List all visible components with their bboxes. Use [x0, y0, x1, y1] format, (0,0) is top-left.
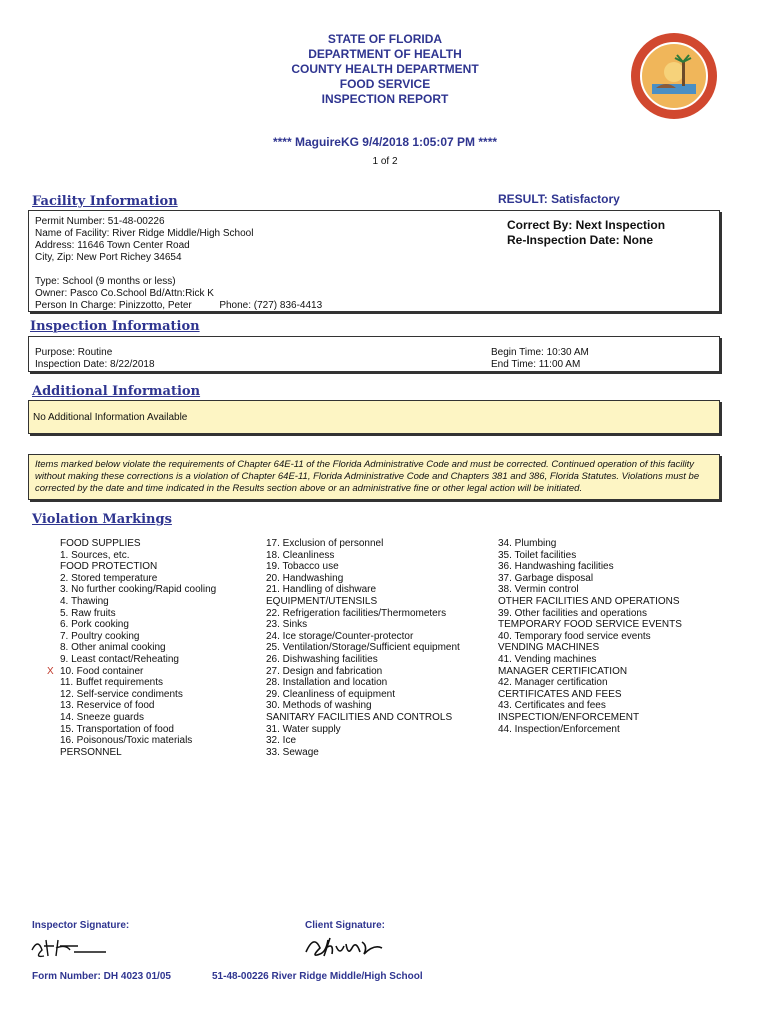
inspection-right [491, 347, 589, 371]
facility-type: Type: School (9 months or less) [35, 276, 176, 287]
violation-item [498, 689, 682, 701]
violation-item [266, 677, 460, 689]
violation-label: OTHER FACILITIES AND OPERATIONS [498, 595, 680, 607]
violations-column-2 [266, 538, 460, 758]
violation-item [60, 608, 216, 620]
violation-label: 41. Vending machines [498, 653, 597, 665]
violation-item [266, 666, 460, 678]
violation-label: 16. Poisonous/Toxic materials [60, 735, 193, 747]
inspection-box [28, 336, 720, 372]
violation-label: 32. Ice [266, 735, 297, 747]
violation-item [498, 584, 682, 596]
violation-item [60, 700, 216, 712]
violation-label: 12. Self-service condiments [60, 688, 183, 700]
violation-label: 24. Ice storage/Counter-protector [266, 630, 414, 642]
inspector-signature-label: Inspector Signature: [32, 920, 130, 931]
violation-item [60, 596, 216, 608]
violation-item [498, 608, 682, 620]
violation-item [60, 712, 216, 724]
violation-label: 13. Reservice of food [60, 700, 155, 712]
facility-details [35, 216, 322, 312]
violation-mark: X [47, 665, 54, 677]
violation-item [266, 619, 460, 631]
violation-item [266, 712, 460, 724]
inspector-signature [30, 936, 110, 965]
footer-facility-ref: 51-48-00226 River Ridge Middle/High School [212, 971, 423, 982]
violation-item [498, 724, 682, 736]
violation-item [60, 724, 216, 736]
facility-name: Name of Facility: River Ridge Middle/High School [35, 228, 254, 239]
violation-item [60, 550, 216, 562]
violation-label: TEMPORARY FOOD SERVICE EVENTS [498, 619, 682, 631]
violation-item [266, 596, 460, 608]
violation-label: 42. Manager certification [498, 677, 608, 689]
violation-item [266, 631, 460, 643]
violation-label: 2. Stored temperature [60, 572, 158, 584]
violation-label: 30. Methods of washing [266, 700, 372, 712]
violation-item [60, 631, 216, 643]
violation-label: FOOD SUPPLIES [60, 538, 141, 549]
violation-item [498, 561, 682, 573]
additional-box [28, 400, 720, 434]
additional-section-title: Additional Information [32, 384, 201, 399]
violation-label: 35. Toilet facilities [498, 549, 577, 561]
violation-item [266, 700, 460, 712]
violation-item [498, 631, 682, 643]
violation-label: 29. Cleanliness of equipment [266, 688, 395, 700]
violation-label: 19. Tobacco use [266, 561, 339, 573]
header-line: INSPECTION REPORT [321, 92, 449, 106]
violation-item [60, 747, 216, 759]
violation-label: 25. Ventilation/Storage/Sufficient equipment [266, 642, 460, 654]
inspection-section-title: Inspection Information [30, 319, 200, 334]
violation-label: 5. Raw fruits [60, 607, 116, 619]
violation-label: 20. Handwashing [266, 572, 344, 584]
violation-item [498, 573, 682, 585]
facility-city: City, Zip: New Port Richey 34654 [35, 252, 182, 263]
violation-item [60, 654, 216, 666]
violation-item [60, 561, 216, 573]
header-line: FOOD SERVICE [339, 77, 431, 91]
violation-label: 44. Inspection/Enforcement [498, 723, 620, 735]
violation-label: 22. Refrigeration facilities/Thermometers [266, 607, 447, 619]
violation-label: 34. Plumbing [498, 538, 557, 549]
violation-item [60, 584, 216, 596]
violation-item [60, 677, 216, 689]
violation-label: SANITARY FACILITIES AND CONTROLS [266, 711, 453, 723]
violation-label: 33. Sewage [266, 746, 319, 758]
violation-item [498, 654, 682, 666]
header-line: STATE OF FLORIDA [327, 32, 443, 46]
phone-number: Phone: (727) 836-4413 [219, 300, 323, 311]
violation-label: 39. Other facilities and operations [498, 607, 647, 619]
violation-label: 40. Temporary food service events [498, 630, 651, 642]
violation-label: 36. Handwashing facilities [498, 561, 614, 573]
inspection-purpose: Purpose: Routine [35, 347, 113, 358]
page-indicator: 1 of 2 [372, 156, 398, 167]
violation-item [60, 689, 216, 701]
violation-label: 18. Cleanliness [266, 549, 335, 561]
violation-label: 9. Least contact/Reheating [60, 653, 179, 665]
inspector-stamp: **** MaguireKG 9/4/2018 1:05:07 PM **** [272, 135, 498, 149]
violation-label: VENDING MACHINES [498, 642, 600, 654]
violation-item [498, 700, 682, 712]
violation-item [266, 608, 460, 620]
inspection-date: Inspection Date: 8/22/2018 [35, 359, 155, 370]
violation-label: 3. No further cooking/Rapid cooling [60, 584, 217, 596]
violation-label: 6. Pork cooking [60, 619, 129, 631]
form-number: Form Number: DH 4023 01/05 [32, 971, 171, 982]
florida-seal-icon [630, 32, 718, 120]
correct-by: Correct By: Next Inspection [507, 218, 666, 232]
violation-item [498, 619, 682, 631]
violation-label: 23. Sinks [266, 619, 308, 631]
violation-item [60, 619, 216, 631]
violation-item [266, 561, 460, 573]
violation-label: 11. Buffet requirements [60, 677, 164, 689]
violation-item [266, 747, 460, 759]
violation-item [498, 712, 682, 724]
violation-item [498, 677, 682, 689]
violation-item [498, 596, 682, 608]
violation-label: CERTIFICATES AND FEES [498, 688, 622, 700]
violation-label: 10. Food container [60, 665, 144, 677]
violation-item [60, 538, 216, 550]
violation-label: 31. Water supply [266, 723, 341, 735]
violations-column-1 [47, 538, 217, 758]
violation-item [266, 654, 460, 666]
violation-item [266, 538, 460, 550]
violation-item [266, 724, 460, 736]
violation-item [60, 642, 216, 654]
violation-label: 14. Sneeze guards [60, 711, 144, 723]
violation-item [60, 735, 216, 747]
violation-notice-text: Items marked below violate the requirements of Chapter 64E-11 of the Florida Administrative Code and must be corrected. Continued operation of this facility without making these corrections is a violation of Chapter 64E-11, Florida Administrative Code and Chapters 381 and 386, Florida Statutes. Violations must be corrected by the date and time indicated in the Results section above or an administrative fine or other legal action will be initiated. [35, 459, 700, 494]
header-line: COUNTY HEALTH DEPARTMENT [291, 62, 479, 76]
violation-notice-box [28, 454, 720, 500]
violation-item [498, 642, 682, 654]
client-signature [302, 934, 388, 965]
violation-item [266, 573, 460, 585]
violation-label: 7. Poultry cooking [60, 630, 140, 642]
violation-label: 28. Installation and location [266, 677, 388, 689]
facility-address: Address: 11646 Town Center Road [35, 240, 190, 251]
violation-label: 4. Thawing [60, 595, 109, 607]
violation-label: 8. Other animal cooking [60, 642, 166, 654]
violation-label: 15. Transportation of food [60, 723, 174, 735]
reinspection-date: Re-Inspection Date: None [507, 233, 654, 247]
violation-label: 21. Handling of dishware [266, 584, 377, 596]
begin-time: Begin Time: 10:30 AM [491, 347, 589, 358]
violation-item [266, 642, 460, 654]
violation-item [266, 584, 460, 596]
violation-item [266, 689, 460, 701]
violation-label: 27. Design and fabrication [266, 665, 383, 677]
facility-section-title: Facility Information [32, 194, 178, 209]
violation-item [266, 735, 460, 747]
violation-item [498, 666, 682, 678]
violation-label: INSPECTION/ENFORCEMENT [498, 711, 640, 723]
violation-item [498, 538, 682, 550]
violation-label: 38. Vermin control [498, 584, 579, 596]
end-time: End Time: 11:00 AM [491, 359, 581, 370]
violation-label: FOOD PROTECTION [60, 561, 158, 573]
violation-label: 17. Exclusion of personnel [266, 538, 384, 549]
additional-text: No Additional Information Available [33, 412, 188, 423]
violation-label: PERSONNEL [60, 746, 122, 758]
result-status: RESULT: Satisfactory [498, 192, 620, 206]
violations-section-title: Violation Markings [32, 512, 172, 527]
violation-label: 43. Certificates and fees [498, 700, 606, 712]
violation-item [266, 550, 460, 562]
facility-box [28, 210, 720, 312]
violation-label: EQUIPMENT/UTENSILS [266, 595, 378, 607]
violation-item [60, 573, 216, 585]
correction-info [507, 218, 665, 248]
violation-item [498, 550, 682, 562]
violations-column-3 [498, 538, 682, 735]
violation-label: 1. Sources, etc. [60, 549, 130, 561]
header-line: DEPARTMENT OF HEALTH [308, 47, 462, 61]
violation-label: MANAGER CERTIFICATION [498, 665, 628, 677]
facility-owner: Owner: Pasco Co.School Bd/Attn:Rick K [35, 288, 214, 299]
violation-label: 26. Dishwashing facilities [266, 653, 378, 665]
violation-item [47, 665, 216, 678]
permit-number: Permit Number: 51-48-00226 [35, 216, 165, 227]
inspection-left [35, 347, 155, 371]
person-in-charge [35, 300, 322, 312]
violation-label: 37. Garbage disposal [498, 572, 594, 584]
client-signature-label: Client Signature: [305, 920, 386, 931]
person-name: Person In Charge: Pinizzotto, Peter [35, 300, 192, 311]
